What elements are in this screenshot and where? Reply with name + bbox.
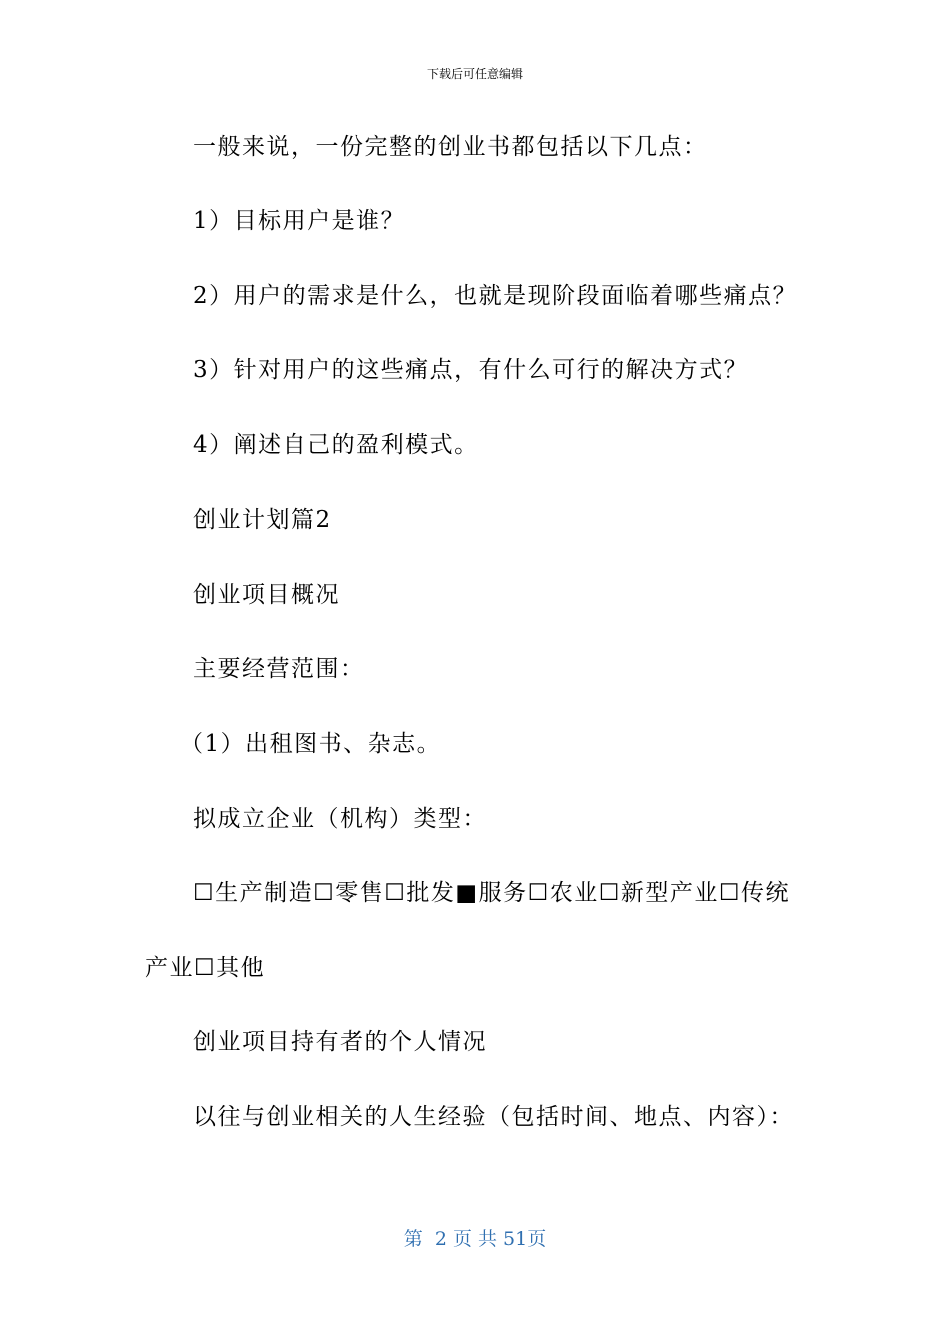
field-label-scope: 主要经营范围： [193, 656, 365, 682]
list-item-1: 1）目标用户是谁？ [193, 208, 406, 234]
subsection-heading-personal: 创业项目持有者的个人情况 [193, 1029, 487, 1055]
subsection-heading: 创业项目概况 [193, 582, 340, 608]
list-item-2: 2）用户的需求是什么，也就是现阶段面临着哪些痛点？ [193, 283, 798, 309]
page-header-note: 下载后可任意编辑 [426, 67, 523, 81]
list-item-4: 4）阐述自己的盈利模式。 [193, 432, 479, 458]
field-label-experience: 以往与创业相关的人生经验（包括时间、地点、内容）： [193, 1104, 794, 1130]
type-options: ☐生产制造☐零售☐批发■服务☐农业☐新型产业☐传统 [193, 880, 790, 906]
paragraph-intro: 一般来说，一份完整的创业书都包括以下几点： [193, 134, 708, 160]
field-label-type: 拟成立企业（机构）类型： [193, 806, 487, 832]
section-heading: 创业计划篇2 [193, 507, 332, 533]
list-item-3: 3）针对用户的这些痛点，有什么可行的解决方式？ [193, 357, 749, 383]
page-number: 第 2 页 共 51页 [403, 1228, 547, 1250]
type-options-continued: 产业☐其他 [145, 955, 266, 981]
scope-item: （1）出租图书、杂志。 [180, 731, 442, 757]
